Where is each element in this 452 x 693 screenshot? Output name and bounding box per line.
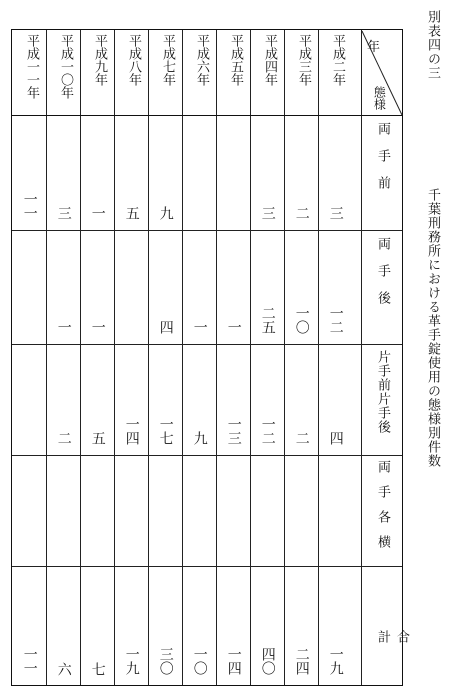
table-cell: 六 — [55, 662, 72, 676]
year-header: 平成八年 — [126, 34, 141, 86]
table-cell: 一七 — [157, 417, 174, 445]
table-cell: 三 — [259, 206, 276, 220]
row-label: 合計 — [375, 630, 409, 689]
table-cell: 二 — [55, 431, 72, 445]
table-cell: 一 — [89, 320, 106, 334]
table-cell: 一四 — [123, 417, 140, 445]
year-header: 平成一〇年 — [58, 34, 73, 99]
table-cell: 一 — [89, 206, 106, 220]
table-cell: 一二 — [327, 306, 344, 334]
row-label: 両手後 — [375, 237, 390, 318]
table-cell: 一三 — [225, 417, 242, 445]
sheet-label: 別表四の三 — [425, 10, 440, 80]
table-cell: 四 — [327, 431, 344, 445]
column-divider — [46, 30, 47, 685]
corner-year-label: 年 — [367, 40, 381, 55]
year-header: 平成二年 — [330, 34, 345, 86]
year-header: 平成五年 — [228, 34, 243, 86]
row-divider — [12, 230, 402, 231]
column-divider — [216, 30, 217, 685]
year-header: 平成三年 — [296, 34, 311, 86]
column-divider — [318, 30, 319, 685]
column-divider — [284, 30, 285, 685]
row-divider — [12, 455, 402, 456]
table-cell: 三〇 — [157, 647, 174, 675]
row-divider — [12, 566, 402, 567]
table-cell: 五 — [123, 206, 140, 220]
usage-table — [11, 29, 409, 689]
year-header: 平成九年 — [92, 34, 107, 86]
table-cell: 一一 — [21, 192, 38, 220]
year-header: 平成七年 — [160, 34, 175, 86]
table-cell: 七 — [89, 662, 106, 676]
table-cell: 九 — [191, 431, 208, 445]
year-header: 平成四年 — [262, 34, 277, 86]
corner-type-label: 態様 — [372, 86, 387, 110]
table-cell: 一〇 — [191, 647, 208, 675]
row-label: 両手各横 — [375, 460, 390, 560]
table-cell: 一一 — [21, 647, 38, 675]
column-divider — [182, 30, 183, 685]
table-cell: 二 — [293, 431, 310, 445]
column-divider — [250, 30, 251, 685]
table-cell: 三 — [327, 206, 344, 220]
year-header: 平成一一年 — [24, 34, 39, 99]
year-header: 平成六年 — [194, 34, 209, 86]
table-cell: 一九 — [327, 647, 344, 675]
column-divider — [148, 30, 149, 685]
table-cell: 二 — [293, 206, 310, 220]
table-cell: 一九 — [123, 647, 140, 675]
table-cell: 一〇 — [293, 306, 310, 334]
column-divider — [114, 30, 115, 685]
row-label: 片手前片手後 — [375, 350, 390, 434]
table-cell: 一 — [191, 320, 208, 334]
table-cell: 一 — [225, 320, 242, 334]
row-divider — [12, 344, 402, 345]
table-cell: 一二 — [259, 417, 276, 445]
table-cell: 五 — [89, 431, 106, 445]
row-label: 両手前 — [375, 122, 390, 203]
column-divider — [361, 30, 362, 685]
table-cell: 二五 — [259, 306, 276, 334]
table-cell: 四〇 — [259, 647, 276, 675]
table-cell: 一四 — [225, 647, 242, 675]
table-cell: 三 — [55, 206, 72, 220]
column-divider — [80, 30, 81, 685]
table-cell: 一 — [55, 320, 72, 334]
table-cell: 九 — [157, 206, 174, 220]
table-cell: 四 — [157, 320, 174, 334]
document-title: 千葉刑務所における革手錠使用の態様別件数 — [425, 188, 440, 468]
table-cell: 二四 — [293, 647, 310, 675]
